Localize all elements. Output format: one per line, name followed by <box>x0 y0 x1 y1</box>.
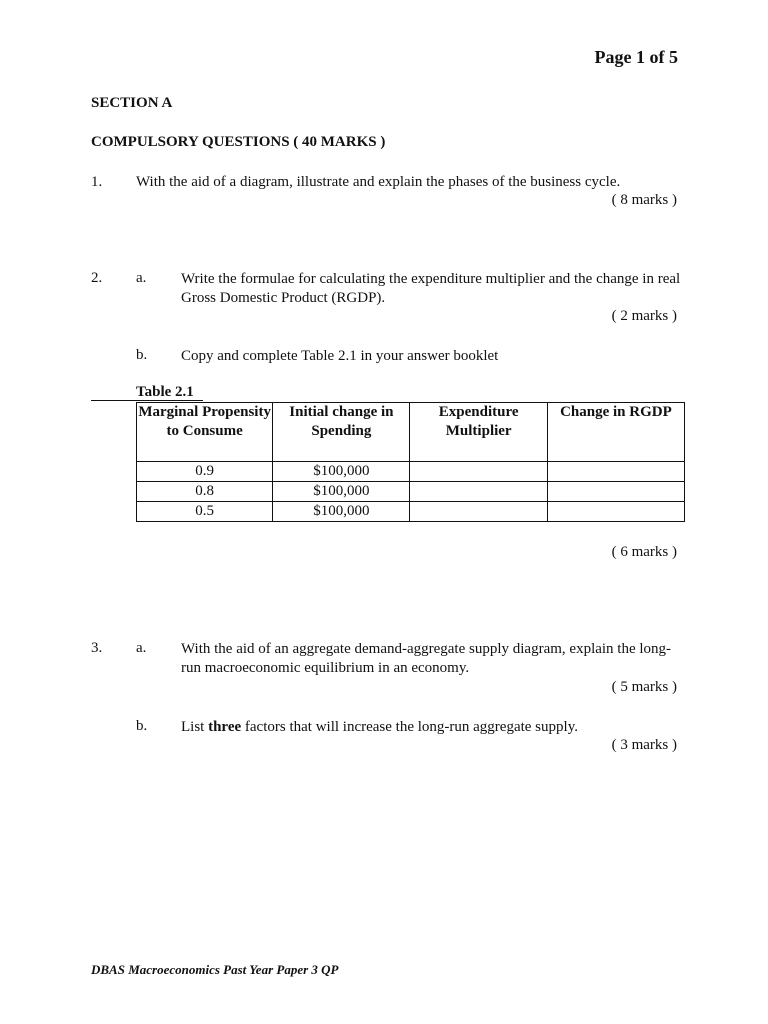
table-header-cell: Change in RGDP <box>547 403 684 462</box>
table-row <box>137 502 685 522</box>
table-cell: 0.8 <box>137 482 273 502</box>
question-3b-text <box>181 718 681 737</box>
table-cell <box>410 502 547 522</box>
table-cell: 0.9 <box>137 462 273 482</box>
question-3-number: 3. <box>91 640 103 656</box>
question-2b-label: b. <box>136 347 148 363</box>
table-title-underline <box>91 400 203 401</box>
table-row <box>137 462 685 482</box>
table-cell: 0.5 <box>137 502 273 522</box>
section-subtitle: COMPULSORY QUESTIONS ( 40 MARKS ) <box>91 134 386 150</box>
question-1-number: 1. <box>91 174 103 190</box>
table-title: Table 2.1 <box>136 384 194 400</box>
question-2b-marks: ( 6 marks ) <box>611 544 677 560</box>
question-1-marks: ( 8 marks ) <box>611 192 677 208</box>
question-2a-marks: ( 2 marks ) <box>611 308 677 324</box>
page-footer: DBAS Macroeconomics Past Year Paper 3 QP <box>91 962 339 977</box>
table-header-cell: Initial change in Spending <box>273 403 410 462</box>
question-3a-marks: ( 5 marks ) <box>611 679 677 695</box>
table-cell: $100,000 <box>273 502 410 522</box>
section-title: SECTION A <box>91 95 173 111</box>
table-header-row <box>137 403 685 462</box>
question-2-number: 2. <box>91 270 103 286</box>
question-2b-text: Copy and complete Table 2.1 in your answer booklet <box>181 348 499 364</box>
table-cell <box>547 482 684 502</box>
question-3b-marks: ( 3 marks ) <box>611 737 677 753</box>
table-cell <box>410 462 547 482</box>
page-number: Page 1 of 5 <box>594 47 678 67</box>
question-2a-text: Write the formulae for calculating the expenditure multiplier and the change in real Gross Domestic Product (RGDP). <box>181 271 681 306</box>
table-cell <box>547 462 684 482</box>
question-3a-label: a. <box>136 640 147 656</box>
table-cell <box>547 502 684 522</box>
question-3b-text-end: factors that will increase the long-run aggregate supply. <box>241 719 578 735</box>
question-3a-text: With the aid of an aggregate demand-aggregate supply diagram, explain the long-run macroeconomic equilibrium in an economy. <box>181 641 672 676</box>
table-cell <box>410 482 547 502</box>
table-row <box>137 482 685 502</box>
question-3b-emphasis: three <box>208 719 242 735</box>
question-2a-label: a. <box>136 270 147 286</box>
table-cell: $100,000 <box>273 482 410 502</box>
question-3b-label: b. <box>136 718 148 734</box>
question-3b-text-start: List <box>181 719 209 735</box>
data-table <box>136 402 685 522</box>
question-1-text: With the aid of a diagram, illustrate and explain the phases of the business cycle. <box>136 174 621 190</box>
table-cell: $100,000 <box>273 462 410 482</box>
table-header-cell: Marginal Propensity to Consume <box>137 403 273 462</box>
table-header-cell: Expenditure Multiplier <box>410 403 547 462</box>
